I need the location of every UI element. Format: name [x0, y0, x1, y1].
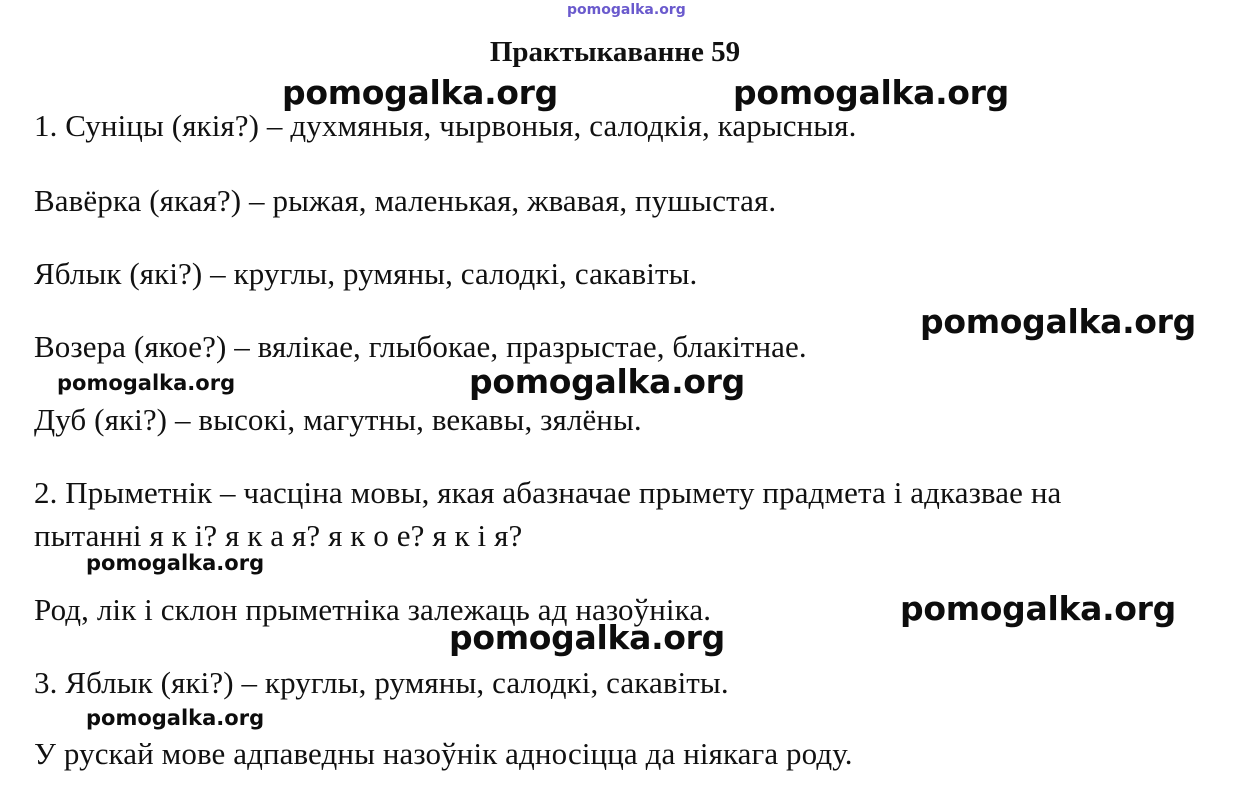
watermark: pomogalka.org [900, 589, 1176, 628]
text-line-5: Дуб (які?) – высокі, магутны, векавы, зялёны. [34, 402, 642, 437]
text-line-9: 3. Яблык (які?) – круглы, румяны, салодкі, сакавіты. [34, 665, 729, 700]
text-line-6: 2. Прыметнік – часціна мовы, якая абазначае прымету прадмета і адказвае на [34, 475, 1062, 510]
watermark: pomogalka.org [86, 706, 265, 730]
watermark: pomogalka.org [733, 73, 1009, 112]
text-line-2: Вавёрка (якая?) – рыжая, маленькая, жвавая, пушыстая. [34, 183, 777, 218]
text-line-7: пытанні я к і? я к а я? я к о е? я к і я? [34, 518, 523, 553]
watermark: pomogalka.org [282, 73, 558, 112]
text-line-1: 1. Суніцы (якія?) – духмяныя, чырвоныя, салодкія, карысныя. [34, 108, 857, 143]
watermark: pomogalka.org [449, 618, 725, 657]
page-title: Практыкаванне 59 [489, 36, 741, 68]
watermark: pomogalka.org [57, 371, 236, 395]
text-line-4: Возера (якое?) – вялікае, глыбокае, празрыстае, блакітнае. [34, 329, 807, 364]
source-label[interactable]: pomogalka.org [567, 2, 686, 18]
watermark: pomogalka.org [86, 551, 265, 575]
text-line-8: Род, лік і склон прыметніка залежаць ад назоўніка. [34, 592, 712, 627]
watermark: pomogalka.org [920, 302, 1196, 341]
text-line-3: Яблык (які?) – круглы, румяны, салодкі, сакавіты. [34, 256, 698, 291]
text-line-10: У рускай мове адпаведны назоўнік адносіцца да ніякага роду. [34, 736, 853, 771]
watermark: pomogalka.org [469, 362, 745, 401]
